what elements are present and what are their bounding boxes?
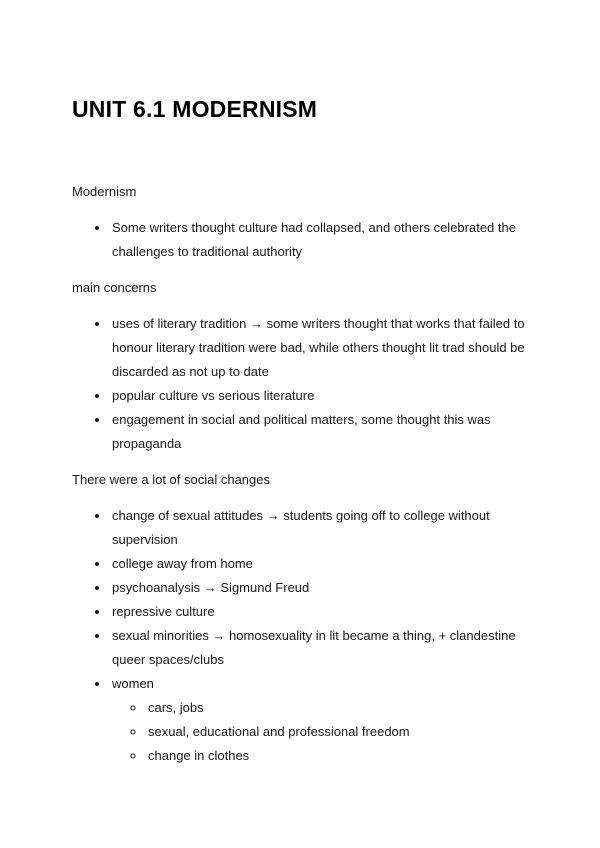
bullet-list (72, 312, 528, 456)
section-heading-main-concerns: main concerns (72, 279, 157, 295)
bullet-item: • college away from home (110, 552, 528, 576)
bullet-item: • sexual minorities → homosexuality in lit became a thing, + clandestine queer spaces/clubs (110, 624, 528, 672)
bullet-item: • Some writers thought culture had collapsed, and others celebrated the challenges to traditional authority (110, 216, 528, 264)
sub-bullet-list (112, 696, 528, 768)
bullet-item: • uses of literary tradition → some writers thought that works that failed to honour literary tradition were bad, while others thought lit trad should be discarded as not up to date (110, 312, 528, 384)
bullet-text: women (112, 675, 154, 691)
bullet-item (110, 672, 528, 768)
sub-bullet-item: ◦ sexual, educational and professional freedom (146, 720, 528, 744)
section-heading-modernism: Modernism (72, 183, 137, 199)
bullet-item: • change of sexual attitudes → students going off to college without supervision (110, 504, 528, 552)
bullet-item: • psychoanalysis → Sigmund Freud (110, 576, 528, 600)
bullet-list (72, 504, 528, 768)
bullet-item: • repressive culture (110, 600, 528, 624)
bullet-item: • engagement in social and political matters, some thought this was propaganda (110, 408, 528, 456)
bullet-list (72, 216, 528, 264)
section-heading-social-changes: There were a lot of social changes (72, 471, 270, 487)
bullet-item: • popular culture vs serious literature (110, 384, 528, 408)
sub-bullet-item: ◦ change in clothes (146, 744, 528, 768)
document-title: UNIT 6.1 MODERNISM (72, 96, 318, 122)
sub-bullet-item: ◦ cars, jobs (146, 696, 528, 720)
